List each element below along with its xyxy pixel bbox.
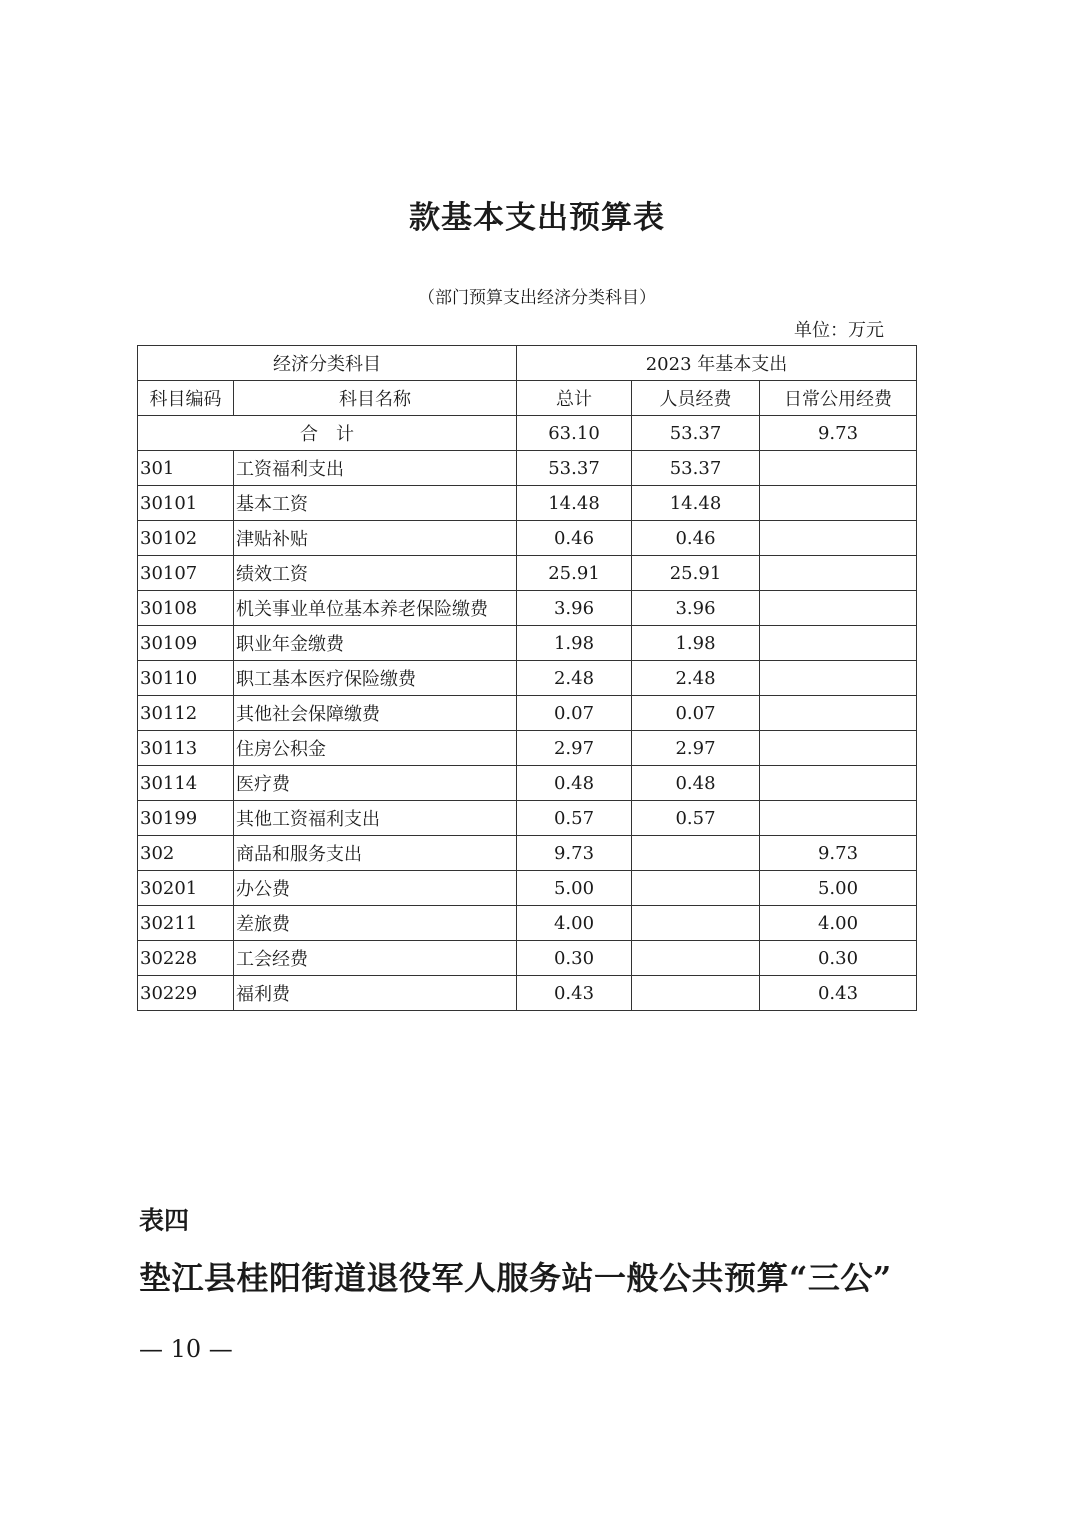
row-personnel — [632, 976, 760, 1011]
table-row — [138, 836, 917, 871]
row-public: 5.00 — [760, 871, 917, 906]
total-row — [138, 416, 917, 451]
row-total: 0.30 — [517, 941, 632, 976]
row-name: 商品和服务支出 — [234, 836, 517, 871]
column-header-personnel: 人员经费 — [632, 381, 760, 416]
row-personnel: 2.97 — [632, 731, 760, 766]
next-table-title: 垫江县桂阳街道退役军人服务站一般公共预算“三公” — [139, 1259, 892, 1297]
row-public: 0.30 — [760, 941, 917, 976]
row-total: 2.48 — [517, 661, 632, 696]
row-name: 差旅费 — [234, 906, 517, 941]
total-sum: 63.10 — [517, 416, 632, 451]
row-code: 30102 — [138, 521, 234, 556]
row-code: 30228 — [138, 941, 234, 976]
row-total: 25.91 — [517, 556, 632, 591]
row-personnel: 0.48 — [632, 766, 760, 801]
row-name: 其他工资福利支出 — [234, 801, 517, 836]
budget-table — [137, 345, 917, 1011]
column-header-name: 科目名称 — [234, 381, 517, 416]
row-code: 30211 — [138, 906, 234, 941]
row-public — [760, 486, 917, 521]
row-code: 30110 — [138, 661, 234, 696]
row-code: 30114 — [138, 766, 234, 801]
row-total: 3.96 — [517, 591, 632, 626]
row-total: 5.00 — [517, 871, 632, 906]
row-code: 30109 — [138, 626, 234, 661]
row-total: 2.97 — [517, 731, 632, 766]
table-row — [138, 591, 917, 626]
row-name: 住房公积金 — [234, 731, 517, 766]
row-name: 职业年金缴费 — [234, 626, 517, 661]
row-public — [760, 661, 917, 696]
row-total: 1.98 — [517, 626, 632, 661]
row-name: 工资福利支出 — [234, 451, 517, 486]
row-personnel: 1.98 — [632, 626, 760, 661]
row-code: 30101 — [138, 486, 234, 521]
row-code: 30201 — [138, 871, 234, 906]
row-personnel: 0.57 — [632, 801, 760, 836]
row-total: 0.48 — [517, 766, 632, 801]
table-row — [138, 976, 917, 1011]
total-public: 9.73 — [760, 416, 917, 451]
row-public: 9.73 — [760, 836, 917, 871]
row-code: 301 — [138, 451, 234, 486]
table-row — [138, 661, 917, 696]
table-row — [138, 696, 917, 731]
row-code: 30108 — [138, 591, 234, 626]
row-name: 工会经费 — [234, 941, 517, 976]
row-public — [760, 626, 917, 661]
page-number: — 10 — — [139, 1335, 233, 1363]
section-label: 表四 — [139, 1206, 190, 1235]
row-personnel — [632, 906, 760, 941]
row-personnel: 14.48 — [632, 486, 760, 521]
table-row — [138, 451, 917, 486]
row-code: 30113 — [138, 731, 234, 766]
row-personnel — [632, 941, 760, 976]
row-total: 0.46 — [517, 521, 632, 556]
table-row — [138, 906, 917, 941]
row-total: 0.43 — [517, 976, 632, 1011]
row-personnel: 0.46 — [632, 521, 760, 556]
table-row — [138, 871, 917, 906]
row-public — [760, 451, 917, 486]
row-name: 福利费 — [234, 976, 517, 1011]
group-header-basic-expenditure: 2023 年基本支出 — [517, 346, 917, 381]
column-header-total: 总计 — [517, 381, 632, 416]
row-public — [760, 591, 917, 626]
row-personnel: 53.37 — [632, 451, 760, 486]
row-name: 绩效工资 — [234, 556, 517, 591]
row-public — [760, 696, 917, 731]
row-name: 基本工资 — [234, 486, 517, 521]
row-total: 4.00 — [517, 906, 632, 941]
row-name: 其他社会保障缴费 — [234, 696, 517, 731]
row-code: 30112 — [138, 696, 234, 731]
total-label: 合 计 — [138, 416, 517, 451]
row-code: 30107 — [138, 556, 234, 591]
row-personnel: 0.07 — [632, 696, 760, 731]
table-row — [138, 941, 917, 976]
row-name: 办公费 — [234, 871, 517, 906]
table-row — [138, 521, 917, 556]
row-total: 14.48 — [517, 486, 632, 521]
column-header-public: 日常公用经费 — [760, 381, 917, 416]
row-total: 53.37 — [517, 451, 632, 486]
row-code: 302 — [138, 836, 234, 871]
row-public — [760, 801, 917, 836]
row-public: 4.00 — [760, 906, 917, 941]
row-personnel: 25.91 — [632, 556, 760, 591]
row-name: 职工基本医疗保险缴费 — [234, 661, 517, 696]
row-total: 0.07 — [517, 696, 632, 731]
row-public — [760, 766, 917, 801]
row-name: 津贴补贴 — [234, 521, 517, 556]
row-public — [760, 556, 917, 591]
row-total: 9.73 — [517, 836, 632, 871]
row-personnel — [632, 871, 760, 906]
group-header-classification: 经济分类科目 — [138, 346, 517, 381]
row-public — [760, 521, 917, 556]
total-personnel: 53.37 — [632, 416, 760, 451]
unit-label: 单位：万元 — [794, 320, 884, 341]
row-code: 30229 — [138, 976, 234, 1011]
row-name: 医疗费 — [234, 766, 517, 801]
table-row — [138, 766, 917, 801]
row-total: 0.57 — [517, 801, 632, 836]
table-row — [138, 486, 917, 521]
table-row — [138, 556, 917, 591]
table-row — [138, 731, 917, 766]
row-personnel: 3.96 — [632, 591, 760, 626]
table-row — [138, 626, 917, 661]
column-header-row — [138, 381, 917, 416]
row-personnel: 2.48 — [632, 661, 760, 696]
group-header-row — [138, 346, 917, 381]
row-code: 30199 — [138, 801, 234, 836]
column-header-code: 科目编码 — [138, 381, 234, 416]
table-row — [138, 801, 917, 836]
page-title: 款基本支出预算表 — [409, 200, 665, 236]
table-subtitle: （部门预算支出经济分类科目） — [418, 288, 656, 308]
row-name: 机关事业单位基本养老保险缴费 — [234, 591, 517, 626]
row-public — [760, 731, 917, 766]
row-public: 0.43 — [760, 976, 917, 1011]
row-personnel — [632, 836, 760, 871]
